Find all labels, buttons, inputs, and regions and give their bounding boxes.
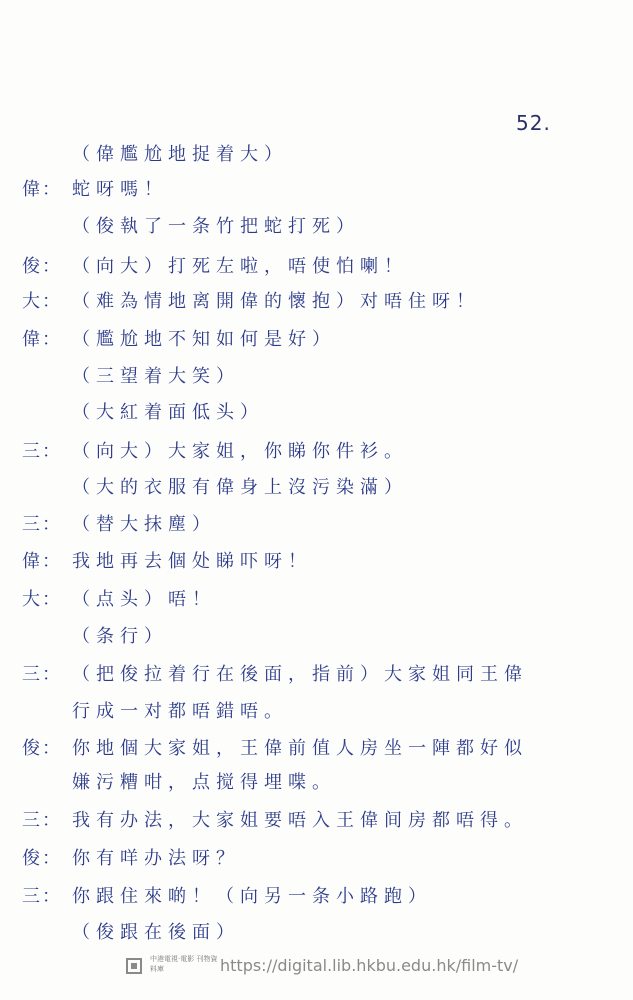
- speaker-label: 俊：: [22, 738, 62, 759]
- library-logo-text: 中港電視·電影 刊物資料庫: [150, 955, 218, 973]
- dialogue-text: （向大）大家姐，你睇你件衫。: [72, 441, 408, 462]
- dialogue-text: （俊執了一条竹把蛇打死）: [72, 216, 360, 237]
- script-line: [0, 585, 633, 623]
- dialogue-text: 行成一对都唔錯唔。: [72, 701, 288, 722]
- speaker-label: 俊：: [22, 256, 62, 277]
- speaker-label: 三：: [22, 810, 62, 831]
- dialogue-text: 你跟住來啲！（向另一条小路跑）: [72, 886, 432, 907]
- library-logo-icon: [124, 956, 146, 976]
- script-line: [0, 806, 633, 844]
- speaker-label: 偉：: [22, 329, 62, 350]
- script-line: [0, 437, 633, 475]
- footer: [124, 952, 524, 980]
- script-line: [0, 882, 633, 920]
- speaker-label: 偉：: [22, 179, 62, 200]
- speaker-label: 三：: [22, 886, 62, 907]
- dialogue-text: （偉尷尬地捉着大）: [72, 144, 288, 165]
- dialogue-text: （大紅着面低头）: [72, 402, 264, 423]
- speaker-label: 三：: [22, 514, 62, 535]
- script-line: [0, 140, 633, 178]
- speaker-label: 三：: [22, 441, 62, 462]
- script-line: [0, 212, 633, 250]
- dialogue-text: 我有办法，大家姐要唔入王偉间房都唔得。: [72, 810, 528, 831]
- script-line: [0, 510, 633, 548]
- script-line: [0, 362, 633, 400]
- script-line: [0, 844, 633, 882]
- dialogue-text: （三望着大笑）: [72, 366, 240, 387]
- dialogue-text: （条行）: [72, 626, 168, 647]
- dialogue-text: （尷尬地不知如何是好）: [72, 329, 336, 350]
- dialogue-text: （俊跟在後面）: [72, 922, 240, 943]
- script-line: [0, 398, 633, 436]
- dialogue-text: （难為情地离開偉的懷抱）对唔住呀！: [72, 291, 480, 312]
- script-line: [0, 287, 633, 325]
- page-number: 52.: [516, 111, 551, 135]
- script-line: [0, 734, 633, 772]
- dialogue-text: （大的衣服有偉身上沒污染滿）: [72, 477, 408, 498]
- dialogue-text: （把俊拉着行在後面，指前）大家姐同王偉: [72, 664, 528, 685]
- dialogue-text: （向大）打死左啦，唔使怕喇！: [72, 256, 408, 277]
- script-line: [0, 473, 633, 511]
- dialogue-text: 你地個大家姐，王偉前值人房坐一陣都好似: [72, 738, 528, 759]
- script-line: [0, 175, 633, 213]
- script-line: [0, 622, 633, 660]
- script-line: [0, 325, 633, 363]
- dialogue-text: 嫌污糟咁，点搅得埋喋。: [72, 772, 336, 793]
- script-line: [0, 697, 633, 735]
- dialogue-text: 你有咩办法呀？: [72, 848, 240, 869]
- dialogue-text: 我地再去個处睇吓呀！: [72, 551, 312, 572]
- script-line: [0, 252, 633, 290]
- source-url-link[interactable]: https://digital.lib.hkbu.edu.hk/film-tv/: [220, 956, 519, 975]
- script-line: [0, 547, 633, 585]
- script-line: [0, 768, 633, 806]
- speaker-label: 大：: [22, 291, 62, 312]
- speaker-label: 三：: [22, 664, 62, 685]
- dialogue-text: （替大抹塵）: [72, 514, 216, 535]
- dialogue-text: 蛇呀嗎！: [72, 179, 168, 200]
- speaker-label: 大：: [22, 589, 62, 610]
- speaker-label: 偉：: [22, 551, 62, 572]
- speaker-label: 俊：: [22, 848, 62, 869]
- script-line: [0, 660, 633, 698]
- script-line: [0, 918, 633, 956]
- dialogue-text: （点头）唔！: [72, 589, 216, 610]
